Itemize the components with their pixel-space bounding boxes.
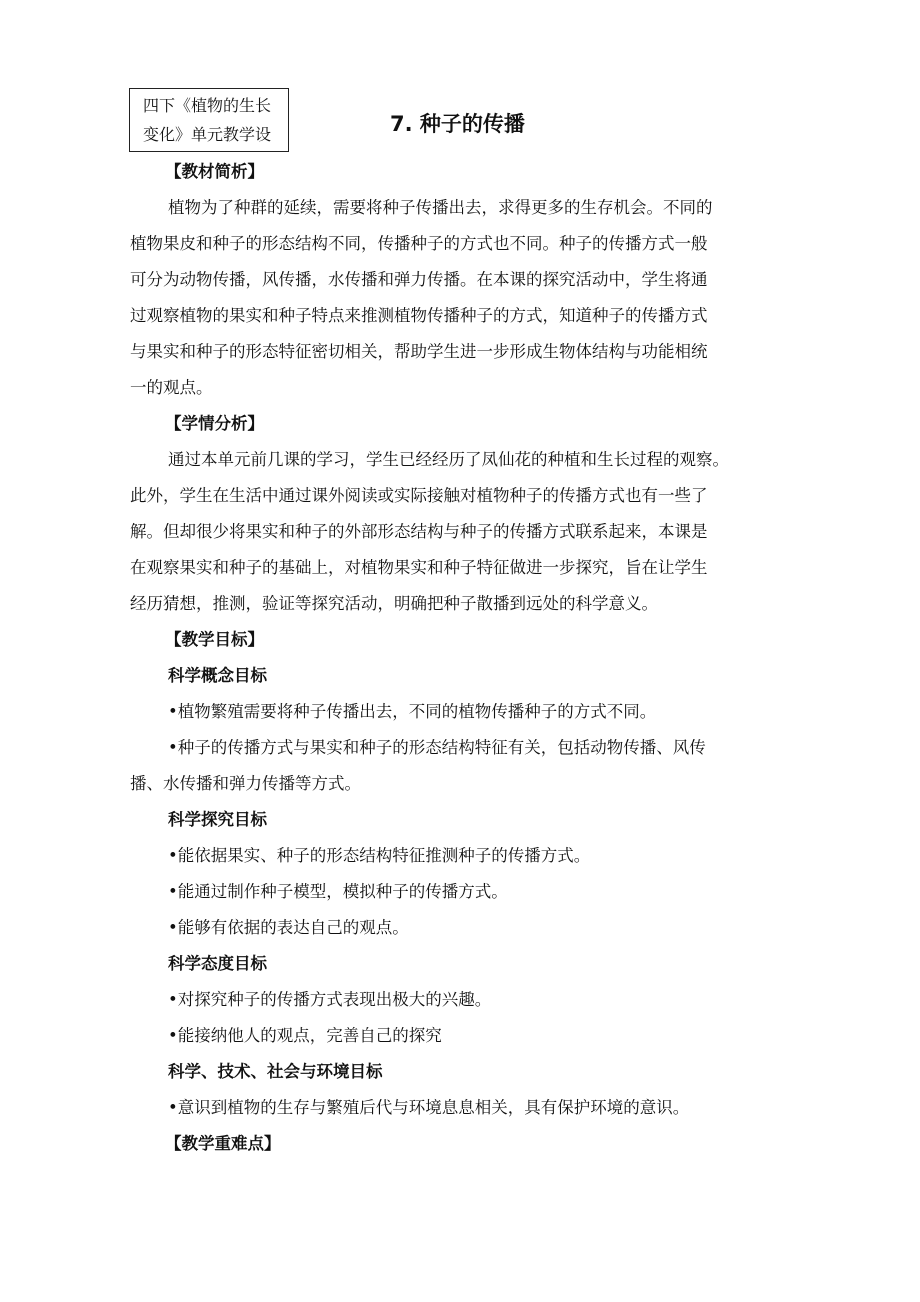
bullet-item: •对探究种子的传播方式表现出极大的兴趣。 [168, 990, 492, 1009]
bullet-item: •种子的传播方式与果实和种子的形态结构特征有关，包括动物传播、风传 [168, 738, 706, 757]
heading-textbook-analysis: 【教材简析】 [165, 162, 264, 181]
subheading-attitude-goals: 科学态度目标 [168, 954, 267, 973]
bullet-item: •能够有依据的表达自己的观点。 [168, 918, 409, 937]
paragraph-line: 经历猜想，推测，验证等探究活动，明确把种子散播到远处的科学意义。 [130, 594, 658, 613]
unit-label-line-1: 四下《植物的生长 [143, 96, 272, 115]
bullet-item: •能通过制作种子模型，模拟种子的传播方式。 [168, 882, 508, 901]
heading-teaching-goals: 【教学目标】 [165, 630, 264, 649]
bullet-item: •意识到植物的生存与繁殖后代与环境息息相关，具有保护环境的意识。 [168, 1098, 690, 1117]
unit-label-box [129, 88, 289, 152]
subheading-inquiry-goals: 科学探究目标 [168, 810, 267, 829]
heading-student-analysis: 【学情分析】 [165, 414, 264, 433]
paragraph-line: 在观察果实和种子的基础上，对植物果实和种子特征做进一步探究，旨在让学生 [130, 558, 708, 577]
bullet-item: •能接纳他人的观点，完善自己的探究 [168, 1026, 442, 1045]
paragraph-line: 植物为了种群的延续，需要将种子传播出去，求得更多的生存机会。不同的 [168, 198, 713, 217]
paragraph-line: 与果实和种子的形态特征密切相关，帮助学生进一步形成生物体结构与功能相统 [130, 342, 708, 361]
bullet-item: •植物繁殖需要将种子传播出去，不同的植物传播种子的方式不同。 [168, 702, 657, 721]
paragraph-line: 植物果皮和种子的形态结构不同，传播种子的方式也不同。种子的传播方式一般 [130, 234, 708, 253]
paragraph-line: 一的观点。 [130, 378, 213, 397]
bullet-item: •能依据果实、种子的形态结构特征推测种子的传播方式。 [168, 846, 591, 865]
paragraph-line: 过观察植物的果实和种子特点来推测植物传播种子的方式，知道种子的传播方式 [130, 306, 708, 325]
subheading-concept-goals: 科学概念目标 [168, 666, 267, 685]
heading-key-points: 【教学重难点】 [165, 1134, 281, 1153]
unit-label-line-2: 变化》单元教学设 [143, 125, 272, 144]
paragraph-line: 可分为动物传播，风传播，水传播和弹力传播。在本课的探究活动中，学生将通 [130, 270, 708, 289]
paragraph-line: 通过本单元前几课的学习，学生已经经历了凤仙花的种植和生长过程的观察。 [168, 450, 729, 469]
bullet-item-continued: 播、水传播和弹力传播等方式。 [130, 774, 361, 793]
page-title: 7. 种子的传播 [390, 112, 525, 136]
paragraph-line: 解。但却很少将果实和种子的外部形态结构与种子的传播方式联系起来，本课是 [130, 522, 708, 541]
document-body [130, 154, 800, 1162]
subheading-sts-goals: 科学、技术、社会与环境目标 [168, 1062, 383, 1081]
paragraph-line: 此外，学生在生活中通过课外阅读或实际接触对植物种子的传播方式也有一些了 [130, 486, 708, 505]
